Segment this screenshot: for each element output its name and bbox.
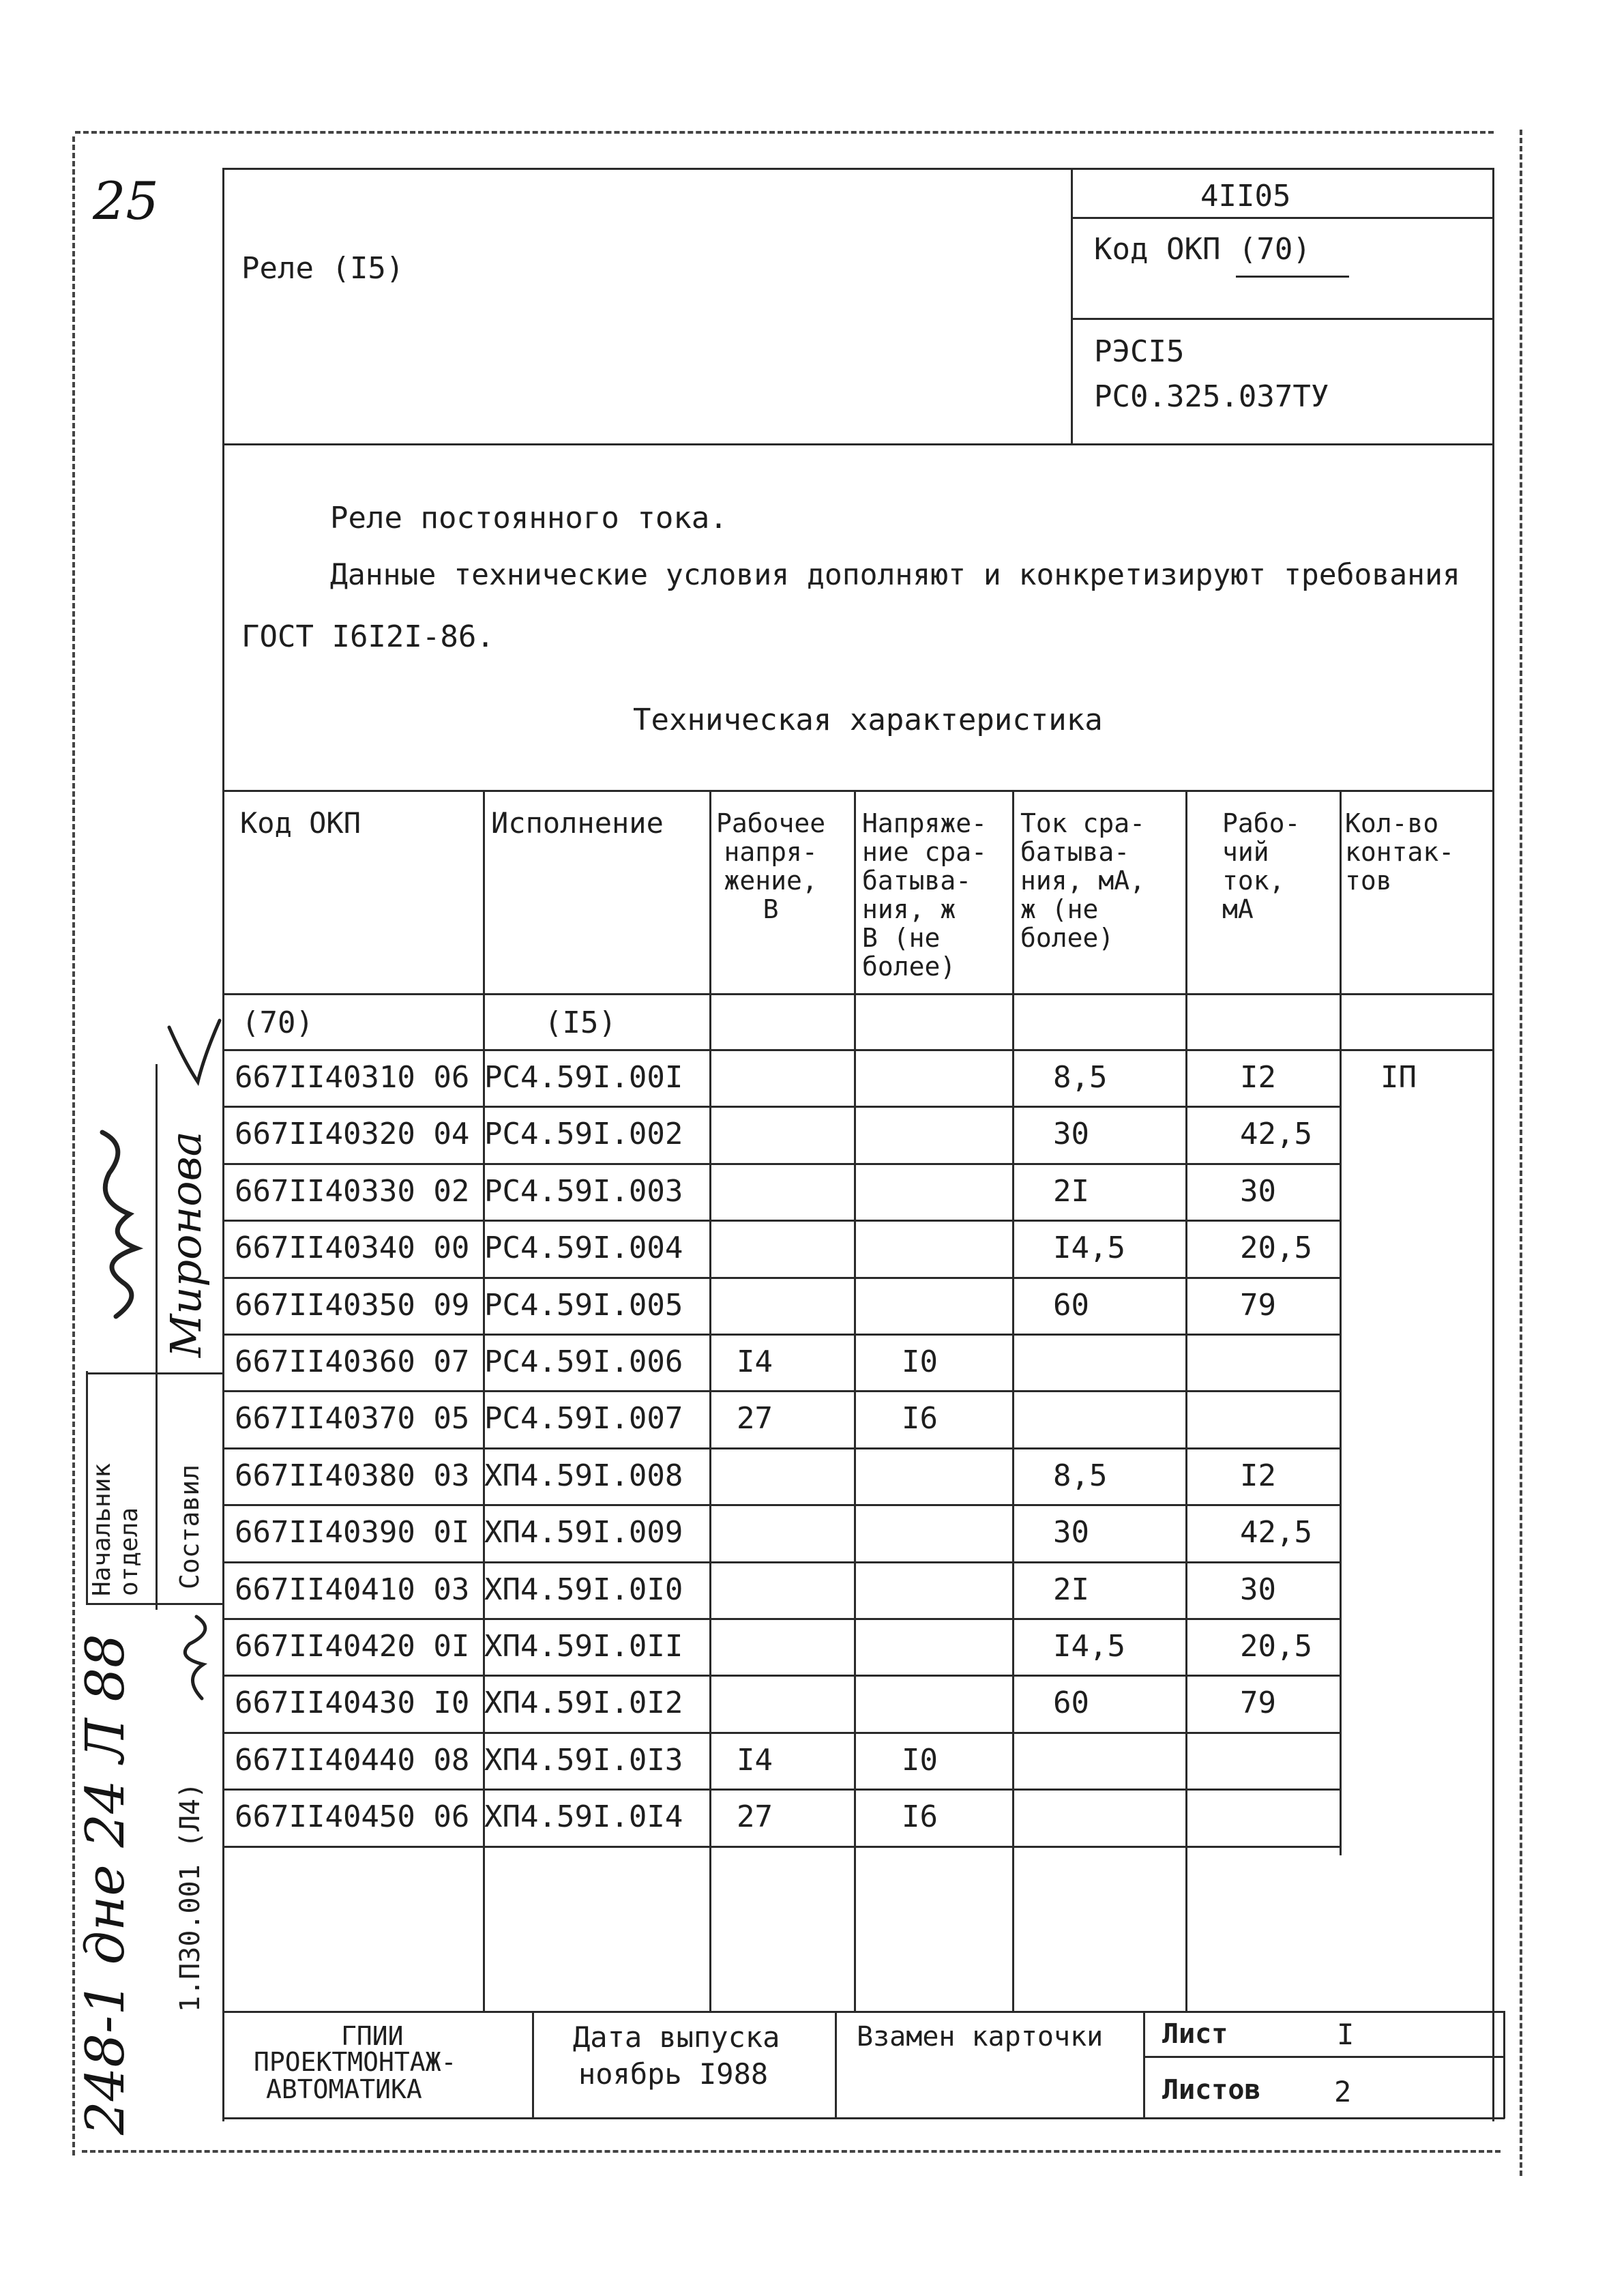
release-label: Дата выпуска	[573, 2020, 780, 2054]
column-divider	[1340, 790, 1342, 1855]
col-header-work-current: Рабо- чий ток, мА	[1222, 808, 1301, 924]
table-cell-trip-i: I4,5	[1053, 1629, 1125, 1664]
table-cell-trip-i: 30	[1053, 1515, 1089, 1550]
table-cell-work-i: 79	[1240, 1686, 1276, 1720]
row-divider	[222, 1732, 1341, 1734]
frame-bottom	[82, 2150, 1501, 2153]
table-cell-trip-v: I0	[902, 1344, 938, 1379]
card-right	[1492, 168, 1494, 2121]
intro-line-2: Данные технические условия дополняют и конкретизируют требования	[330, 558, 1460, 592]
table-cell-variant: ХП4.59I.009	[484, 1515, 683, 1550]
column-divider	[1185, 790, 1187, 2011]
row-divider	[222, 1220, 1341, 1222]
table-cell-trip-i: I4,5	[1053, 1231, 1125, 1265]
table-cell-work-v: I4	[737, 1743, 773, 1778]
header-rule-1	[1071, 217, 1494, 219]
spec-number: РС0.325.037ТУ	[1094, 379, 1329, 414]
org-line-2: ПРОЕКТМОНТАЖ-	[254, 2047, 457, 2077]
table-cell-work-i: 20,5	[1240, 1231, 1312, 1265]
table-cell-code: 667II40420 0I	[235, 1629, 470, 1664]
table-cell-code: 667II40380 03	[235, 1458, 470, 1493]
table-cell-trip-v: I0	[902, 1743, 938, 1778]
table-cell-code: 667II40330 02	[235, 1174, 470, 1209]
table-top	[222, 790, 1494, 792]
footer-div-1	[532, 2011, 534, 2119]
table-cell-code: 667II40440 08	[235, 1743, 470, 1778]
release-date: ноябрь I988	[578, 2057, 769, 2091]
table-cell-variant: РС4.59I.002	[484, 1117, 683, 1151]
footer-right	[1503, 2011, 1505, 2119]
sheet-value: I	[1337, 2018, 1355, 2051]
intro-line-1: Реле постоянного тока.	[330, 501, 728, 535]
table-title: Техническая характеристика	[633, 703, 1103, 737]
org-line-3: АВТОМАТИКА	[266, 2074, 422, 2104]
table-cell-work-i: I2	[1240, 1458, 1276, 1493]
author-signature: Миронова	[161, 1131, 211, 1357]
table-cell-code: 667II40310 06	[235, 1060, 470, 1095]
table-cell-work-i: 20,5	[1240, 1629, 1312, 1664]
frame-top	[75, 131, 1494, 134]
table-cell-trip-v: I6	[902, 1401, 938, 1436]
table-cell-work-i: 30	[1240, 1174, 1276, 1209]
row-divider	[222, 1334, 1341, 1336]
table-cell-code: 667II40390 0I	[235, 1515, 470, 1550]
col-header-trip-voltage: Напряже- ние сра- батыва- ния, ж В (не более)	[862, 808, 988, 982]
header-rule-2	[1071, 318, 1494, 320]
table-cell-variant: ХП4.59I.0II	[484, 1629, 683, 1664]
row-divider	[222, 1618, 1341, 1620]
row-divider	[222, 1504, 1341, 1506]
row-divider	[222, 1390, 1341, 1392]
row-divider	[222, 1675, 1341, 1677]
table-header-bottom	[222, 993, 1494, 995]
row-divider	[222, 1447, 1341, 1449]
product-title: Реле (I5)	[241, 251, 404, 286]
code-row-variant: (I5)	[544, 1005, 617, 1040]
card-top	[222, 168, 1494, 170]
table-cell-trip-i: 2I	[1053, 1572, 1089, 1607]
row-divider	[222, 1106, 1341, 1108]
table-cell-code: 667II40410 03	[235, 1572, 470, 1607]
intro-line-3: ГОСТ I6I2I-86.	[241, 619, 494, 654]
org-line-1: ГПИИ	[341, 2021, 404, 2051]
table-cell-variant: ХП4.59I.0I2	[484, 1686, 683, 1720]
mark-check	[164, 1014, 225, 1089]
table-cell-code: 667II40350 09	[235, 1288, 470, 1323]
row-divider	[222, 1277, 1341, 1279]
footer-div-2	[835, 2011, 837, 2119]
group-code: 4II05	[1200, 179, 1291, 214]
row-divider	[222, 1846, 1341, 1848]
table-cell-trip-i: 60	[1053, 1288, 1089, 1323]
model-name: РЭСI5	[1094, 334, 1185, 369]
table-cell-work-i: 42,5	[1240, 1117, 1312, 1151]
col-header-contacts: Кол-во контак- тов	[1345, 808, 1455, 896]
handwritten-note: 248-1 дне 24 Л 88	[75, 1634, 136, 2135]
table-cell-work-v: I4	[737, 1344, 773, 1379]
footer-div-3	[1143, 2011, 1145, 2119]
col-header-trip-current: Ток сра- батыва- ния, мА, ж (не более)	[1020, 808, 1146, 953]
table-cell-code: 667II40370 05	[235, 1401, 470, 1436]
code-row-bottom	[222, 1049, 1494, 1051]
author-label: Составил	[175, 1464, 205, 1589]
table-cell-trip-i: 8,5	[1053, 1458, 1108, 1493]
table-cell-variant: ХП4.59I.0I3	[484, 1743, 683, 1778]
table-cell-trip-i: 30	[1053, 1117, 1089, 1151]
col-header-okp: Код ОКП	[240, 806, 361, 840]
table-cell-variant: ХП4.59I.0I0	[484, 1572, 683, 1607]
table-cell-work-i: 79	[1240, 1288, 1276, 1323]
row-divider	[222, 1561, 1341, 1563]
table-cell-variant: ХП4.59I.0I4	[484, 1799, 683, 1834]
sheets-value: 2	[1334, 2075, 1352, 2108]
head-of-dept-label: Начальник отдела	[88, 1462, 143, 1596]
table-cell-trip-i: 2I	[1053, 1174, 1089, 1209]
table-cell-variant: РС4.59I.00I	[484, 1060, 683, 1095]
table-cell-variant: РС4.59I.003	[484, 1174, 683, 1209]
okp-underline	[1236, 276, 1349, 278]
table-cell-code: 667II40450 06	[235, 1799, 470, 1834]
table-cell-work-v: 27	[737, 1799, 773, 1834]
column-divider	[1012, 790, 1014, 2011]
table-cell-trip-v: I6	[902, 1799, 938, 1834]
header-bottom	[222, 443, 1494, 445]
table-cell-work-i: 30	[1240, 1572, 1276, 1607]
table-cell-trip-i: 60	[1053, 1686, 1089, 1720]
code-row-okp: (70)	[241, 1005, 314, 1040]
doc-reference: 1.П30.001 (Л4)	[175, 1782, 206, 2012]
row-divider	[222, 1163, 1341, 1165]
initials-signature	[169, 1610, 224, 1705]
table-cell-code: 667II40430 I0	[235, 1686, 470, 1720]
table-cell-variant: РС4.59I.007	[484, 1401, 683, 1436]
table-cell-code: 667II40360 07	[235, 1344, 470, 1379]
col-header-work-voltage: Рабочее напря- жение, В	[716, 808, 826, 924]
table-cell-trip-i: 8,5	[1053, 1060, 1108, 1095]
margin-rule-2	[86, 1603, 222, 1605]
replaces-label: Взамен карточки	[857, 2021, 1104, 2052]
table-cell-work-v: 27	[737, 1401, 773, 1436]
table-cell-contacts: IП	[1380, 1060, 1417, 1095]
header-divider	[1071, 168, 1073, 445]
head-signature	[82, 1119, 157, 1323]
page-number: 25	[93, 171, 159, 231]
table-cell-code: 667II40340 00	[235, 1231, 470, 1265]
margin-rule-1	[86, 1372, 222, 1374]
table-cell-variant: РС4.59I.004	[484, 1231, 683, 1265]
table-cell-work-i: 42,5	[1240, 1515, 1312, 1550]
okp-label: Код ОКП (70)	[1094, 232, 1311, 267]
row-divider	[222, 1789, 1341, 1791]
sheets-label: Листов	[1162, 2074, 1261, 2106]
table-cell-variant: РС4.59I.005	[484, 1288, 683, 1323]
table-cell-variant: РС4.59I.006	[484, 1344, 683, 1379]
footer-top	[222, 2011, 1505, 2013]
frame-right	[1520, 130, 1522, 2176]
footer-bottom	[222, 2117, 1505, 2119]
column-divider	[854, 790, 856, 2011]
table-cell-code: 667II40320 04	[235, 1117, 470, 1151]
table-cell-work-i: I2	[1240, 1060, 1276, 1095]
table-cell-variant: ХП4.59I.008	[484, 1458, 683, 1493]
sheet-label: Лист	[1162, 2018, 1228, 2050]
card-left	[222, 168, 224, 2121]
col-header-variant: Исполнение	[491, 806, 664, 840]
column-divider	[709, 790, 711, 2011]
footer-mid	[1143, 2056, 1505, 2058]
